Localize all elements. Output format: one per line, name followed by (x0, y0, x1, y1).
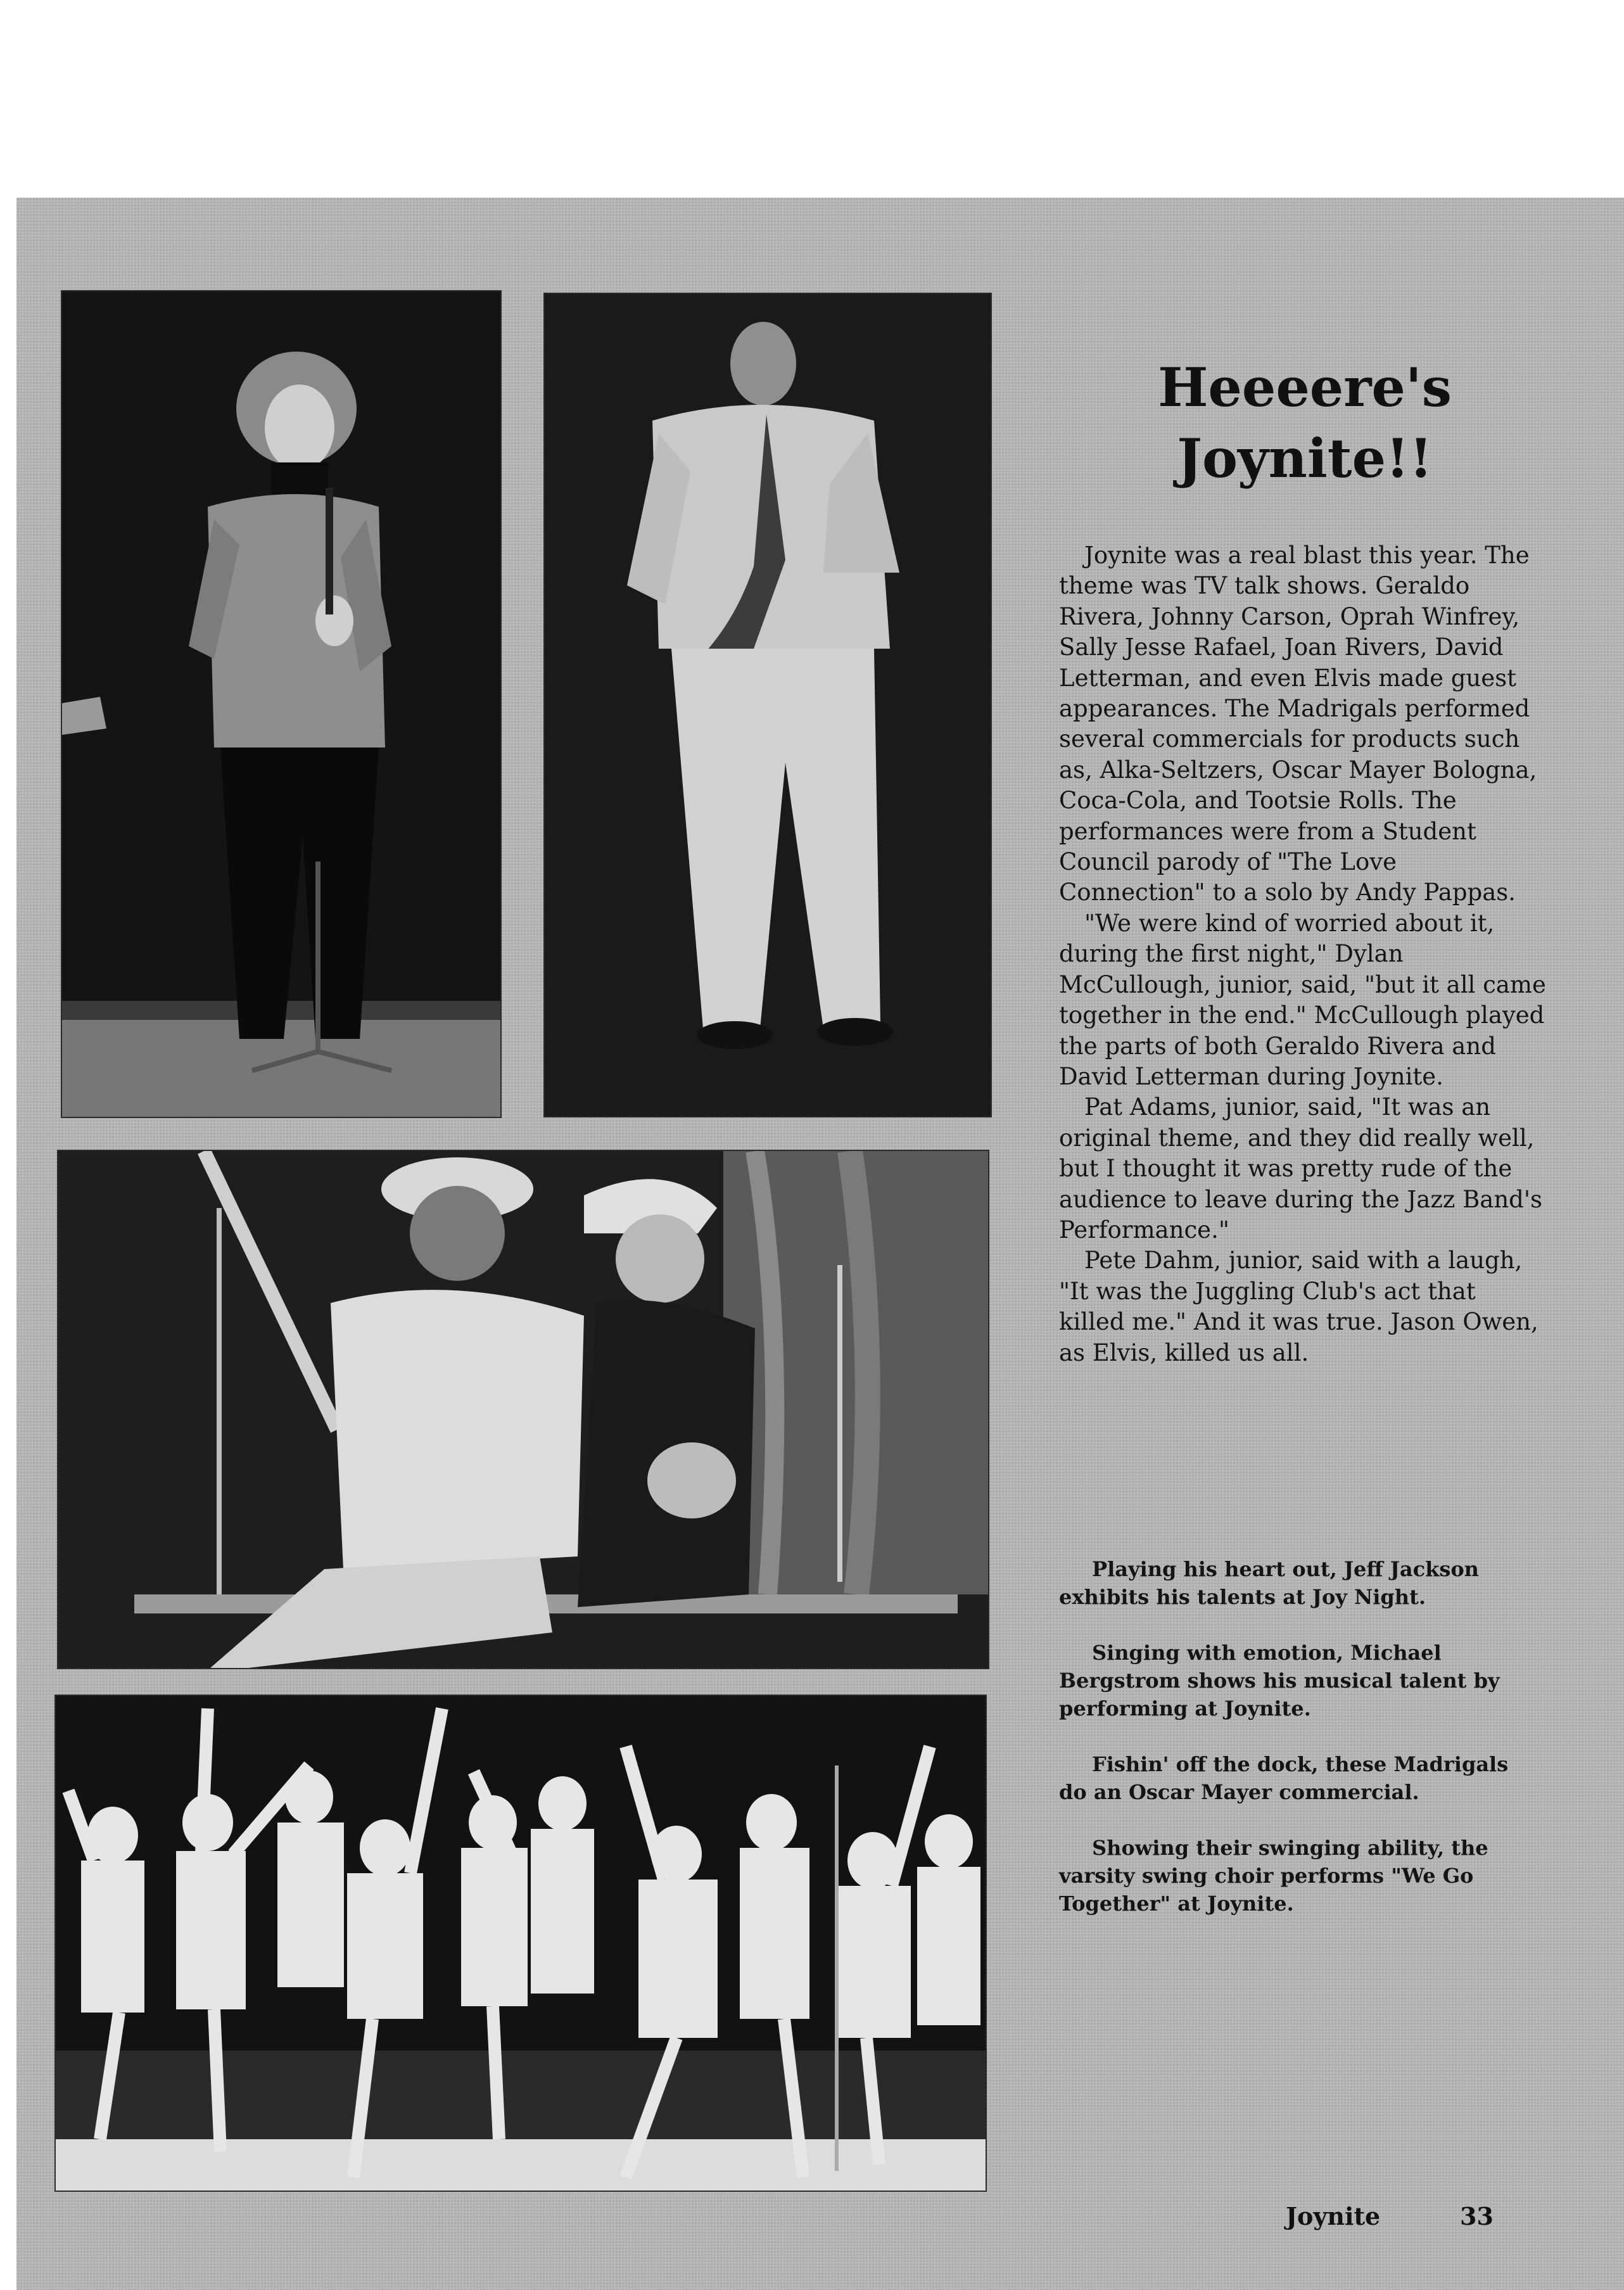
photo-swing-choir (54, 1695, 987, 2192)
photo-captions (1059, 1555, 1540, 1945)
photo-saxophone-player (543, 293, 992, 1117)
photo-singer-drawing (62, 291, 500, 1117)
footer-page-number: 33 (1460, 2202, 1494, 2230)
caption-madrigals-dock: Fishin' off the dock, these Madrigals do an Oscar Mayer commercial. (1059, 1752, 1509, 1804)
photo-choir-drawing (56, 1696, 986, 2191)
headline-line-1: Heeeere's (1158, 356, 1452, 419)
footer-section-title: Joynite (1286, 2202, 1381, 2230)
article-paragraph: "We were kind of worried about it, during the first night," Dylan McCullough, junior, said, "but it all came together in the end." McCullough played the parts of both Geraldo Rivera and David Letterman during Joynite. (1059, 909, 1546, 1090)
caption-singer: Singing with emotion, Michael Bergstrom shows his musical talent by performing at Joynite. (1059, 1641, 1500, 1721)
photo-madrigals-dock-commercial (57, 1150, 989, 1669)
photo-sax-drawing (545, 294, 991, 1116)
article-headline (1026, 352, 1583, 494)
article-paragraph: Pete Dahm, junior, said with a laugh, "It was the Juggling Club's act that killed me." And it was true. Jason Owen, as Elvis, killed us all. (1059, 1247, 1538, 1366)
headline-line-2: Joynite!! (1177, 427, 1433, 490)
caption-saxophone-player: Playing his heart out, Jeff Jackson exhibits his talents at Joy Night. (1059, 1557, 1479, 1609)
article-paragraph: Joynite was a real blast this year. The theme was TV talk shows. Geraldo Rivera, Johnny Carson, Oprah Winfrey, Sally Jesse Rafael, Joan Rivers, David Letterman, and even Elvis made guest appearances. The Madrigals performed several commercials for products such as, Alka-Seltzers, Oscar Mayer Bologna, Coca-Cola, and Tootsie Rolls. The performances were from a Student Council parody of "The Love Connection" to a solo by Andy Pappas. (1059, 542, 1537, 906)
caption-swing-choir: Showing their swinging ability, the varsity swing choir performs "We Go Together" at Joynite. (1059, 1836, 1488, 1916)
article-body (1059, 540, 1547, 1368)
article-paragraph: Pat Adams, junior, said, "It was an original theme, and they did really well, but I thought it was pretty rude of the audience to leave during the Jazz Band's Performance." (1059, 1093, 1542, 1244)
photo-singer-with-microphone (61, 290, 502, 1118)
photo-dock-drawing (58, 1151, 988, 1668)
